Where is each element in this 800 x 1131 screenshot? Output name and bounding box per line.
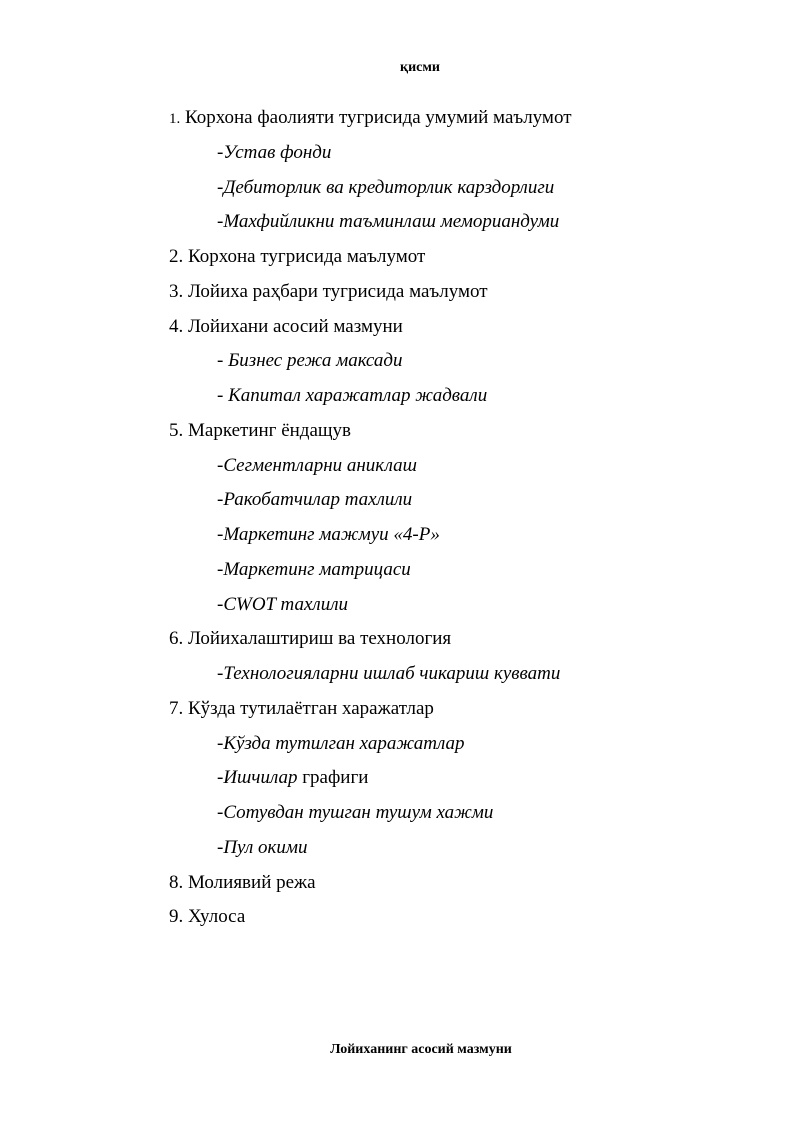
toc-text: - Бизнес режа максади <box>217 350 403 372</box>
toc-item <box>0 866 800 901</box>
toc-text: -Маркетинг мажмуи «4-Р» <box>217 524 440 545</box>
footer-heading: Лойиханинг асосий мазмуни <box>330 1042 512 1057</box>
table-of-contents <box>0 101 800 935</box>
toc-subitem <box>0 727 800 762</box>
toc-text: -Пул окими <box>217 836 308 858</box>
toc-text: 2. Корхона тугрисида маълумот <box>169 246 426 267</box>
toc-text: -Маркетинг матрицаси <box>217 558 411 580</box>
toc-text: 3. Лойиха раҳбари тугрисида маълумот <box>169 280 488 302</box>
toc-subitem <box>0 379 800 414</box>
toc-item-number: 1. <box>169 111 181 127</box>
toc-item <box>0 900 800 935</box>
section-heading: қисми <box>400 60 440 75</box>
toc-text: -Технологияларни ишлаб чикариш куввати <box>217 663 561 684</box>
toc-subitem <box>0 171 800 206</box>
toc-item <box>0 310 800 345</box>
toc-item <box>0 101 800 136</box>
toc-text: 7. Кўзда тутилаётган харажатлар <box>169 697 434 719</box>
toc-text: -Сегментларни аниклаш <box>217 454 417 476</box>
toc-subitem <box>0 761 800 796</box>
toc-subitem <box>0 657 800 692</box>
toc-subitem <box>0 796 800 831</box>
toc-text: -Дебиторлик ва кредиторлик карздорлиги <box>217 176 555 198</box>
toc-text: Корхона фаолияти тугрисида умумий маълумот <box>180 107 572 128</box>
toc-subitem <box>0 205 800 240</box>
toc-item <box>0 692 800 727</box>
toc-item <box>0 275 800 310</box>
toc-subitem <box>0 518 800 553</box>
toc-text: 5. Маркетинг ёндащув <box>169 419 352 441</box>
toc-text: -Ишчилар <box>217 767 298 789</box>
toc-item <box>0 240 800 275</box>
toc-text: -Устав фонди <box>217 141 332 163</box>
toc-text: -Махфийликни таъминлаш мемориандуми <box>217 211 560 233</box>
toc-subitem <box>0 588 800 623</box>
toc-item <box>0 414 800 449</box>
toc-text: 8. Молиявий режа <box>169 871 316 893</box>
toc-text: -Ракобатчилар тахлили <box>217 489 413 511</box>
toc-item <box>0 622 800 657</box>
toc-text: 6. Лойихалаштириш ва технология <box>169 628 452 650</box>
toc-subitem <box>0 831 800 866</box>
toc-subitem <box>0 449 800 484</box>
toc-text: -CWOT тахлили <box>217 593 348 615</box>
toc-text-suffix: графиги <box>297 767 369 789</box>
toc-subitem <box>0 483 800 518</box>
toc-subitem <box>0 344 800 379</box>
toc-subitem <box>0 136 800 171</box>
toc-subitem <box>0 553 800 588</box>
toc-text: -Кўзда тутилган харажатлар <box>217 732 465 754</box>
toc-text: 4. Лойихани асосий мазмуни <box>169 315 403 337</box>
toc-text: 9. Хулоса <box>169 906 246 928</box>
toc-text: -Сотувдан тушган тушум хажми <box>217 802 494 823</box>
toc-text: - Капитал харажатлар жадвали <box>217 385 488 406</box>
